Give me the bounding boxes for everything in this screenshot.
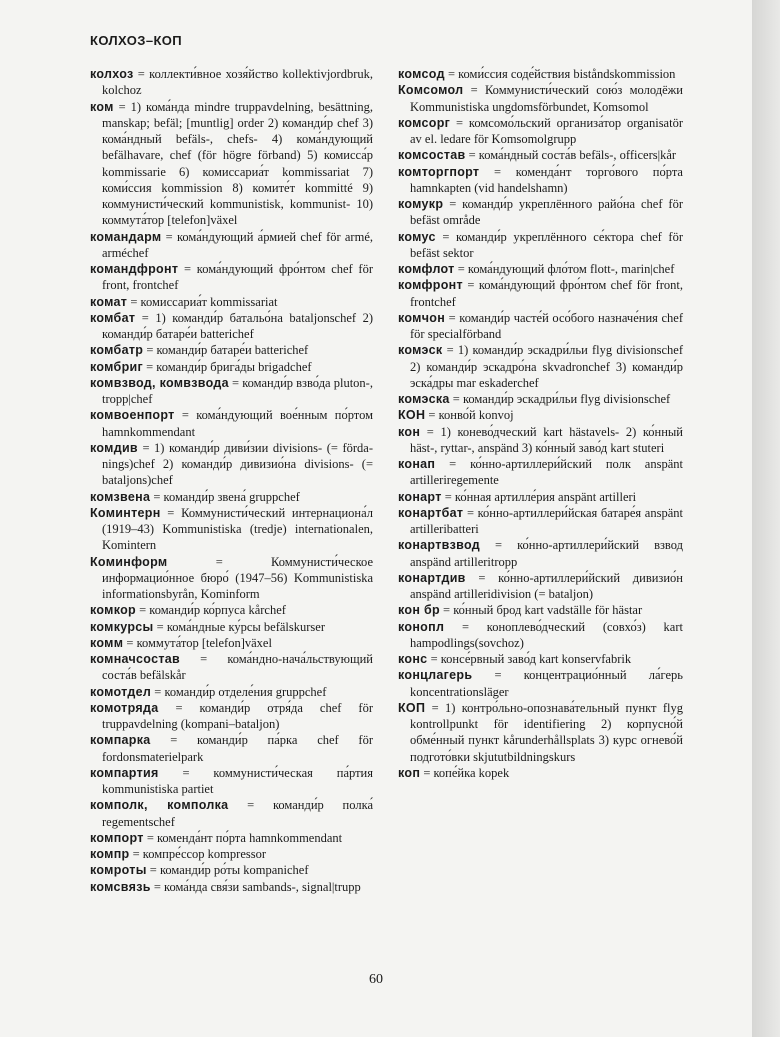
- entry-definition: = компре́ссор kompressor: [129, 847, 267, 861]
- dictionary-entry: [90, 619, 373, 635]
- entry-definition: = 1) контро́льно-опознава́тельный пункт flyg kontrollpunkt för identifiering 2) корпусно́й обме́нный пункт kårunderhållsplats 3) курс огнево́й подгото́вки skjututbildningskurs: [410, 700, 683, 764]
- dictionary-entry: [90, 765, 373, 798]
- entry-headword: комкор: [90, 603, 136, 618]
- entry-definition: = копе́йка kopek: [420, 765, 510, 780]
- entry-definition: = команди́р укреплённого се́ктора chef för befäst sektor: [410, 229, 683, 260]
- dictionary-entry: [90, 342, 373, 358]
- entry-headword: комдив: [90, 440, 138, 455]
- entry-definition: = комиссариа́т kommissariat: [127, 294, 278, 309]
- entry-headword: комзвена: [90, 489, 151, 504]
- dictionary-entry: [398, 196, 683, 229]
- entry-definition: = команди́р батаре́и batterichef: [143, 343, 309, 358]
- entry-definition: = Коммунисти́ческое информацио́нное бюро́ (1947–56) Kommunistiska informationsbyrån, Kominform: [102, 554, 373, 601]
- dictionary-entry: [90, 66, 373, 99]
- dictionary-entry: [90, 359, 373, 375]
- entry-headword: комначсостав: [90, 652, 180, 666]
- entry-definition: = ко́нно-артиллери́йская батаре́я anspänt artilleribatteri: [410, 505, 683, 536]
- dictionary-entry: [90, 635, 373, 651]
- right-column: [398, 66, 683, 781]
- dictionary-entry: [398, 164, 683, 197]
- entry-definition: = команди́р отря́да chef för truppavdelning (kompani–bataljon): [102, 700, 373, 731]
- dictionary-entry: [398, 570, 683, 603]
- entry-headword: комукр: [398, 197, 444, 211]
- dictionary-entry: [398, 407, 683, 423]
- entry-headword: компарка: [90, 733, 151, 748]
- entry-headword: конарт: [398, 489, 442, 504]
- entry-headword: компорт: [90, 830, 144, 845]
- entry-headword: комсод: [398, 67, 445, 81]
- entry-definition: = 1) кома́нда mindre truppavdelning, besättning, manskap; befäl; [muntlig] order 2) команди́р chef 3) кома́ндный befäls-, chefs- 4) кома́ндующий befälhavare, chef (för högre förband) 5) комисса́р kommissarie 6) комиссариа́т kommissariat 7) коми́ссия kommission 8) комите́т kommitté 9) коммунисти́ческий kommunistisk, kommunist- 10) коммута́тор [telefon]växel: [102, 99, 373, 228]
- entry-headword: комполк, комполка: [90, 798, 229, 813]
- entry-definition: = команди́р брига́ды brigadchef: [143, 359, 312, 374]
- entry-definition: = 1) команди́р батальо́на bataljonschef 2) команди́р батаре́и batterichef: [102, 310, 373, 341]
- entry-headword: комсорг: [398, 115, 451, 130]
- entry-definition: = коменда́нт по́рта hamnkommendant: [143, 830, 343, 845]
- entry-headword: комэск: [398, 343, 443, 358]
- entry-headword: комфлот: [398, 262, 455, 276]
- entry-headword: комсвязь: [90, 879, 151, 894]
- entry-headword: кон бр: [398, 603, 440, 618]
- entry-definition: = кома́ндующий вое́нным по́ртом hamnkommendant: [102, 408, 373, 439]
- entry-definition: = команди́р ро́ты kompanichef: [146, 863, 309, 878]
- dictionary-entry: [90, 879, 373, 895]
- dictionary-entry: [90, 294, 373, 310]
- entry-headword: командарм: [90, 229, 162, 244]
- entry-definition: = команди́р полка́ regementschef: [102, 798, 373, 829]
- entry-definition: = концентрацио́нный ла́герь koncentrationsläger: [410, 668, 683, 699]
- entry-definition: = коммунисти́ческая па́ртия kommunistiska partiet: [102, 765, 373, 796]
- entry-headword: компартия: [90, 765, 159, 780]
- entry-headword: КОП: [398, 700, 426, 715]
- entry-definition: = команди́р эскадри́льи flyg divisionschef: [449, 392, 671, 406]
- entry-definition: = ко́нно-артиллери́йский полк anspänt artilleriregemente: [410, 457, 683, 488]
- left-column: [90, 66, 373, 895]
- entry-definition: = команди́р отделе́ния gruppchef: [151, 684, 327, 699]
- entry-definition: = 1) конево́дческий kart hästavels- 2) ко́нный häst-, ryttar-, anspänd 3) ко́нный заво́д kart stuteri: [410, 424, 683, 455]
- dictionary-entry: [398, 82, 683, 115]
- entry-definition: = кома́нда свя́зи sambands-, signal|trupp: [150, 879, 361, 894]
- dictionary-entry: [398, 277, 683, 310]
- entry-headword: комотдел: [90, 684, 152, 699]
- dictionary-entry: [90, 505, 373, 554]
- dictionary-entry: [90, 229, 373, 262]
- entry-definition: = кома́ндующий фро́нтом chef för front, frontchef: [102, 262, 373, 293]
- entry-headword: комфронт: [398, 278, 463, 293]
- dictionary-entry: [90, 440, 373, 489]
- entry-definition: = ко́нная артилле́рия anspänt artilleri: [441, 489, 637, 504]
- dictionary-entry: [398, 342, 683, 391]
- entry-definition: = команди́р звена́ gruppchef: [150, 489, 300, 504]
- entry-definition: = коноплево́дческий (совхо́з) kart hampodlings(sovchoz): [410, 619, 683, 650]
- entry-definition: = команди́р взво́да pluton-, tropp|chef: [102, 375, 373, 406]
- entry-headword: комчон: [398, 310, 446, 325]
- entry-headword: комотряда: [90, 700, 159, 715]
- entry-headword: комроты: [90, 863, 147, 878]
- entry-definition: = коменда́нт торго́вого по́рта hamnkapten (vid handelshamn): [410, 164, 683, 195]
- dictionary-entry: [90, 846, 373, 862]
- entry-definition: = конво́й konvoj: [425, 408, 514, 423]
- entry-headword: конартвзвод: [398, 538, 480, 553]
- dictionary-entry: [398, 619, 683, 652]
- dictionary-entry: [398, 602, 683, 618]
- entry-headword: Комсомол: [398, 83, 464, 98]
- dictionary-entry: [90, 261, 373, 294]
- entry-definition: = команди́р ко́рпуса kårchef: [135, 603, 286, 618]
- entry-headword: конартдив: [398, 570, 466, 585]
- entry-headword: Коминформ: [90, 554, 168, 569]
- entry-definition: = Коммунисти́ческий сою́з молодёжи Kommunistiska ungdomsförbundet, Komsomol: [410, 83, 683, 114]
- dictionary-entry: [398, 765, 683, 781]
- entry-headword: коп: [398, 765, 421, 780]
- entry-headword: Коминтерн: [90, 505, 161, 520]
- entry-headword: комэска: [398, 392, 450, 406]
- dictionary-entry: [90, 310, 373, 343]
- entry-definition: = команди́р укреплённого райо́на chef för befäst område: [410, 197, 683, 228]
- running-head: КОЛХОЗ–КОП: [90, 33, 183, 48]
- entry-headword: комус: [398, 229, 436, 244]
- dictionary-entry: [90, 375, 373, 408]
- entry-definition: = коми́ссия соде́йствия biståndskommission: [444, 67, 676, 81]
- entry-headword: комбриг: [90, 359, 143, 374]
- entry-definition: = Коммунисти́ческий интернациона́л (1919–43) Kommunistiska (tredje) internationalen, Komintern: [102, 505, 373, 553]
- entry-headword: комбат: [90, 310, 136, 325]
- entry-definition: = команди́р па́рка chef för fordonsmaterielpark: [102, 733, 373, 764]
- entry-headword: конопл: [398, 619, 445, 634]
- entry-headword: командфронт: [90, 262, 179, 276]
- entry-headword: комторгпорт: [398, 164, 480, 179]
- dictionary-entry: [398, 229, 683, 262]
- entry-definition: = коммута́тор [telefon]växel: [123, 635, 272, 650]
- dictionary-entry: [90, 862, 373, 878]
- dictionary-entry: [398, 391, 683, 407]
- entry-headword: комат: [90, 294, 128, 309]
- dictionary-entry: [398, 651, 683, 667]
- entry-headword: ком: [90, 99, 114, 114]
- dictionary-entry: [398, 147, 683, 163]
- entry-definition: = кома́ндующий фро́нтом chef för front, frontchef: [410, 278, 683, 309]
- page-number: 60: [369, 972, 383, 987]
- entry-headword: КОН: [398, 408, 426, 423]
- dictionary-entry: [90, 554, 373, 603]
- dictionary-entry: [90, 684, 373, 700]
- dictionary-entry: [398, 261, 683, 277]
- entry-headword: комбатр: [90, 343, 144, 358]
- dictionary-entry: [398, 489, 683, 505]
- dictionary-entry: [398, 115, 683, 148]
- dictionary-entry: [90, 732, 373, 765]
- dictionary-entry: [398, 66, 683, 82]
- dictionary-entry: [398, 505, 683, 538]
- entry-definition: = ко́нно-артиллери́йский дивизио́н anspänd artilleridivision (= bataljon): [410, 570, 683, 601]
- page-edge-shadow: [752, 0, 780, 1037]
- dictionary-entry: [90, 830, 373, 846]
- entry-headword: конартбат: [398, 505, 464, 520]
- entry-definition: = консе́рвный заво́д kart konservfabrik: [427, 652, 632, 666]
- entry-definition: = 1) команди́р эскадри́льи flyg divisionschef 2) команди́р эскадро́на skvadronchef 3) команди́р эска́дры mar eskaderchef: [410, 343, 683, 390]
- dictionary-entry: [90, 99, 373, 229]
- entry-definition: = ко́нный брод kart vadställe för hästar: [439, 603, 643, 618]
- dictionary-entry: [398, 456, 683, 489]
- dictionary-entry: [90, 651, 373, 684]
- entry-headword: комвзвод, комвзвода: [90, 375, 229, 390]
- dictionary-entry: [398, 667, 683, 700]
- entry-definition: = кома́ндующий фло́том flott-, marin|chef: [454, 262, 675, 276]
- entry-definition: = кома́ндные ку́рсы befälskurser: [153, 619, 325, 634]
- dictionary-entry: [398, 700, 683, 765]
- entry-headword: кон: [398, 424, 421, 439]
- dictionary-entry: [398, 537, 683, 570]
- entry-definition: = коллекти́вное хозя́йство kollektivjordbruk, kolchoz: [102, 67, 373, 98]
- dictionary-entry: [90, 797, 373, 830]
- entry-headword: комвоенпорт: [90, 408, 175, 423]
- entry-headword: колхоз: [90, 67, 134, 81]
- entry-headword: комкурсы: [90, 619, 154, 634]
- entry-headword: конс: [398, 652, 428, 666]
- entry-definition: = 1) команди́р диви́зии divisions- (= fördanings)chef 2) команди́р дивизио́на divisions- (= bataljons)chef: [102, 440, 373, 488]
- dictionary-entry: [90, 700, 373, 733]
- entry-definition: = кома́ндно-нача́льствующий соста́в befälskår: [102, 652, 373, 683]
- entry-headword: комм: [90, 635, 124, 650]
- dictionary-entry: [90, 489, 373, 505]
- entry-definition: = кома́ндный соста́в befäls-, officers|kår: [465, 148, 677, 163]
- entry-definition: = комсомо́льский организа́тор organisatör av el. ledare för Komsomolgrupp: [410, 115, 683, 146]
- entry-definition: = кома́ндующий а́рмией chef för armé, arméchef: [102, 229, 373, 260]
- dictionary-entry: [398, 310, 683, 343]
- dictionary-entry: [398, 424, 683, 457]
- dictionary-entry: [90, 407, 373, 440]
- entry-definition: = ко́нно-артиллери́йский взвод anspänd artilleritropp: [410, 538, 683, 569]
- dictionary-entry: [90, 602, 373, 618]
- entry-headword: компр: [90, 847, 130, 861]
- entry-headword: комсостав: [398, 148, 466, 163]
- entry-definition: = команди́р часте́й осо́бого назначе́ния chef för specialförband: [410, 310, 683, 341]
- entry-headword: конап: [398, 457, 436, 471]
- entry-headword: концлагерь: [398, 668, 473, 683]
